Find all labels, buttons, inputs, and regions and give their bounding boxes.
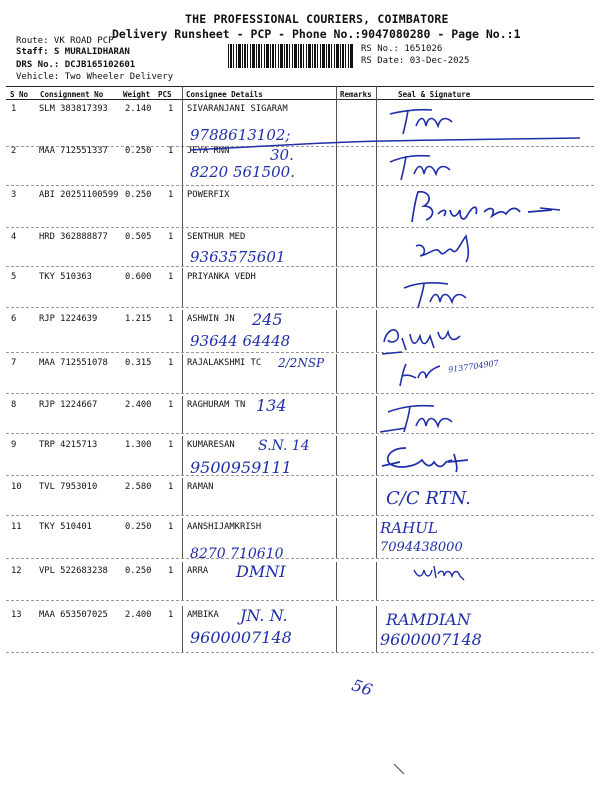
row-consignment-number: ABI 20251100599 (39, 190, 119, 200)
row-pieces: 1 (168, 400, 174, 410)
row-consignee-name: RAJALAKSHMI TC (187, 358, 262, 368)
row-consignee-name: ARRA (187, 566, 209, 576)
row-weight: 2.140 (125, 104, 152, 114)
row-pieces: 1 (168, 190, 174, 200)
row-pieces: 1 (168, 482, 174, 492)
row-serial-number: 1 (11, 104, 17, 114)
row-consignee-name: KUMARESAN (187, 440, 235, 450)
row-serial-number: 10 (11, 482, 22, 492)
handwritten-phone: 9600007148 (380, 630, 482, 649)
row-weight: 0.600 (125, 272, 152, 282)
staff-name: S MURALIDHARAN (53, 47, 130, 57)
drs-number: DRS No.: DCJB165102601 (16, 60, 136, 70)
row-weight: 0.250 (125, 522, 152, 532)
row-serial-number: 7 (11, 358, 17, 368)
handwritten-note: DMNI (236, 562, 286, 581)
row-serial-number: 9 (11, 440, 17, 450)
col-signature: Seal & Signature (398, 90, 471, 99)
row-pieces: 1 (168, 104, 174, 114)
col-consignment: Consignment No (40, 90, 104, 99)
row-weight: 0.250 (125, 146, 152, 156)
handwritten-note: 9363575601 (190, 248, 286, 266)
row-weight: 1.215 (125, 314, 152, 324)
handwritten-note: 30. (270, 146, 294, 164)
handwritten-name: RAMDIAN (386, 610, 471, 629)
row-pieces: 1 (168, 522, 174, 532)
row-consignment-number: TVL 7953010 (39, 482, 98, 492)
handwritten-note: 8270 710610 (190, 546, 284, 562)
row-consignment-number: MAA 712551078 (39, 358, 108, 368)
row-consignee-name: SIVARANJANI SIGARAM (187, 104, 288, 114)
handwritten-note: 2/2NSP (278, 356, 325, 370)
row-pieces: 1 (168, 272, 174, 282)
col-weight: Weight (123, 90, 151, 99)
runsheet-title: Delivery Runsheet - PCP - Phone No.:9047080280 - Page No.:1 (112, 27, 521, 41)
row-serial-number: 12 (11, 566, 22, 576)
handwritten-name: RAHUL (380, 519, 438, 537)
row-consignee-name: JEYA RNN (187, 146, 230, 156)
rs-date: RS Date: 03-Dec-2025 (361, 56, 470, 66)
row-weight: 2.400 (125, 610, 152, 620)
row-consignee-name: AANSHIJAMKRISH (187, 522, 262, 532)
col-sno: S No (10, 90, 29, 99)
row-weight: 0.505 (125, 232, 152, 242)
handwritten-note: 245 (252, 310, 283, 329)
row-consignment-number: SLM 383817393 (39, 104, 108, 114)
company-title: THE PROFESSIONAL COURIERS, COIMBATORE (185, 12, 449, 26)
col-consignee: Consignee Details (186, 90, 263, 99)
row-pieces: 1 (168, 146, 174, 156)
row-pieces: 1 (168, 610, 174, 620)
page-tally-mark: 56 (349, 675, 375, 700)
handwritten-note: 8220 561500. (190, 163, 295, 181)
row-pieces: 1 (168, 232, 174, 242)
row-serial-number: 3 (11, 190, 17, 200)
row-pieces: 1 (168, 440, 174, 450)
row-pieces: 1 (168, 358, 174, 368)
handwritten-note: JN. N. (240, 606, 288, 625)
vehicle-label: Vehicle: Two Wheeler Delivery (16, 72, 174, 82)
row-consignment-number: TKY 510363 (39, 272, 92, 282)
row-consignee-name: POWERFIX (187, 190, 230, 200)
row-weight: 2.580 (125, 482, 152, 492)
row-consignee-name: RAGHURAM TN (187, 400, 246, 410)
row-consignment-number: TRP 4215713 (39, 440, 98, 450)
handwritten-remark: C/C RTN. (386, 488, 471, 509)
handwritten-note: 9600007148 (190, 628, 292, 647)
row-consignment-number: VPL 522683238 (39, 566, 108, 576)
row-weight: 0.315 (125, 358, 152, 368)
row-consignment-number: HRD 362888877 (39, 232, 108, 242)
row-serial-number: 4 (11, 232, 17, 242)
handwritten-phone: 9137704907 (447, 358, 500, 375)
row-consignment-number: MAA 712551337 (39, 146, 108, 156)
row-weight: 0.250 (125, 190, 152, 200)
handwritten-phone: 7094438000 (380, 540, 463, 555)
row-consignee-name: SENTHUR MED (187, 232, 246, 242)
handwritten-note: 9500959111 (190, 458, 292, 477)
route-label: Route: VK ROAD PCP (16, 36, 114, 46)
row-serial-number: 11 (11, 522, 22, 532)
staff-label: Staff: (16, 47, 49, 57)
col-remarks: Remarks (340, 90, 372, 99)
row-serial-number: 5 (11, 272, 17, 282)
row-serial-number: 2 (11, 146, 17, 156)
rs-number: RS No.: 1651026 (361, 44, 443, 54)
row-consignee-name: ASHWIN JN (187, 314, 235, 324)
handwritten-note: S.N. 14 (258, 438, 310, 454)
row-weight: 1.300 (125, 440, 152, 450)
row-weight: 0.250 (125, 566, 152, 576)
col-pcs: PCS (158, 90, 172, 99)
handwritten-note: 93644 64448 (190, 332, 291, 350)
row-consignment-number: RJP 1224639 (39, 314, 98, 324)
row-consignment-number: RJP 1224667 (39, 400, 98, 410)
row-consignment-number: MAA 653507025 (39, 610, 108, 620)
row-consignment-number: TKY 510401 (39, 522, 92, 532)
row-consignee-name: AMBIKA (187, 610, 219, 620)
row-pieces: 1 (168, 566, 174, 576)
row-pieces: 1 (168, 314, 174, 324)
row-serial-number: 8 (11, 400, 17, 410)
row-serial-number: 13 (11, 610, 22, 620)
handwritten-note: 134 (256, 396, 287, 415)
row-weight: 2.400 (125, 400, 152, 410)
row-serial-number: 6 (11, 314, 17, 324)
row-consignee-name: PRIYANKA VEDH (187, 272, 256, 282)
row-consignee-name: RAMAN (187, 482, 214, 492)
handwritten-note: 9788613102; (190, 126, 291, 144)
